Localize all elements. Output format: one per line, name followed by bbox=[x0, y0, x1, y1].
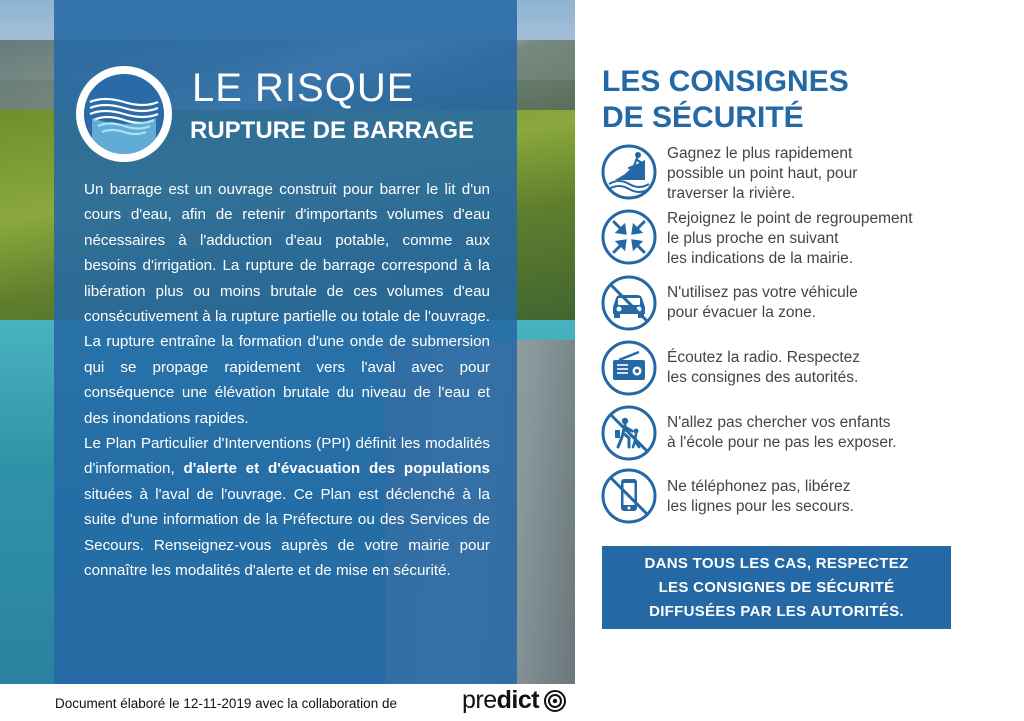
safety-reminder-line1: DANS TOUS LES CAS, RESPECTEZ bbox=[644, 555, 909, 572]
consigne-item bbox=[601, 209, 981, 265]
no-children-pickup-icon bbox=[601, 405, 657, 461]
consigne-text: N'utilisez pas votre véhicule pour évacuer la zone. bbox=[667, 284, 858, 321]
consigne-item bbox=[601, 468, 981, 524]
consigne-item bbox=[601, 340, 981, 396]
risk-description bbox=[84, 177, 490, 584]
safety-reminder-box bbox=[602, 546, 951, 629]
safety-reminder-line3: DIFFUSÉES PAR LES AUTORITÉS. bbox=[649, 603, 904, 620]
safety-title-line1: LES CONSIGNES bbox=[602, 65, 849, 98]
ppi-text-bold: d'alerte et d'évacuation des populations bbox=[183, 460, 490, 478]
climb-high-point-icon bbox=[601, 144, 657, 200]
water-waves-icon bbox=[84, 74, 164, 154]
footer-credit: Document élaboré le 12-11-2019 avec la collaboration de bbox=[55, 696, 397, 711]
safety-title-line2: DE SÉCURITÉ bbox=[602, 101, 804, 134]
no-phone-icon bbox=[601, 468, 657, 524]
predict-spiral-icon bbox=[543, 689, 567, 713]
no-car-icon bbox=[601, 275, 657, 331]
regroup-arrows-icon bbox=[601, 209, 657, 265]
page-title: LE RISQUE bbox=[192, 66, 415, 110]
consigne-text: Écoutez la radio. Respectez les consignes des autorités. bbox=[667, 349, 860, 386]
safety-title bbox=[602, 64, 962, 136]
ppi-text-start: Le Plan Particulier d'Interventions (PPI) définit les modalités d'information, bbox=[84, 435, 490, 478]
description-paragraph-1: Un barrage est un ouvrage construit pour barrer le lit d'un cours d'eau, afin de retenir d'importants volumes d'eau nécessaires à l'adduction d'eau potable, comme aux besoins d'irrigation. La rupture de barrage correspond à la libération plus ou moins brutale de ces volumes d'eau consécutivement à la rupture partielle ou totale de l'ouvrage. La rupture entraîne la formation d'une onde de submersion qui se propage rapidement vers l'aval avec pour conséquence une élévation brutale du niveau de l'eau et des inondations rapides. bbox=[84, 181, 490, 427]
page-subtitle: RUPTURE DE BARRAGE bbox=[190, 117, 475, 144]
consigne-text: Gagnez le plus rapidement possible un point haut, pour traverser la rivière. bbox=[667, 145, 858, 202]
predict-logo bbox=[462, 686, 567, 715]
predict-logo-text: predict bbox=[462, 686, 540, 714]
description-paragraph-2 bbox=[84, 431, 490, 583]
consigne-item bbox=[601, 144, 981, 200]
radio-icon bbox=[601, 340, 657, 396]
consigne-item bbox=[601, 275, 981, 331]
safety-reminder-line2: LES CONSIGNES DE SÉCURITÉ bbox=[658, 579, 895, 596]
dam-risk-logo bbox=[76, 66, 172, 162]
ppi-text-end: situées à l'aval de l'ouvrage. Ce Plan est déclenché à la suite d'une information de la Préfecture ou des Services de Secours. Renseignez-vous auprès de votre mairie pour connaître les modalités d'alerte et de mise en sécurité. bbox=[84, 485, 490, 580]
footer bbox=[0, 684, 1024, 721]
consigne-item bbox=[601, 405, 981, 461]
consigne-text: Rejoignez le point de regroupement le plus proche en suivant les indications de la mairie. bbox=[667, 210, 913, 267]
consigne-text: Ne téléphonez pas, libérez les lignes pour les secours. bbox=[667, 478, 854, 515]
consigne-text: N'allez pas chercher vos enfants à l'école pour ne pas les exposer. bbox=[667, 414, 897, 451]
